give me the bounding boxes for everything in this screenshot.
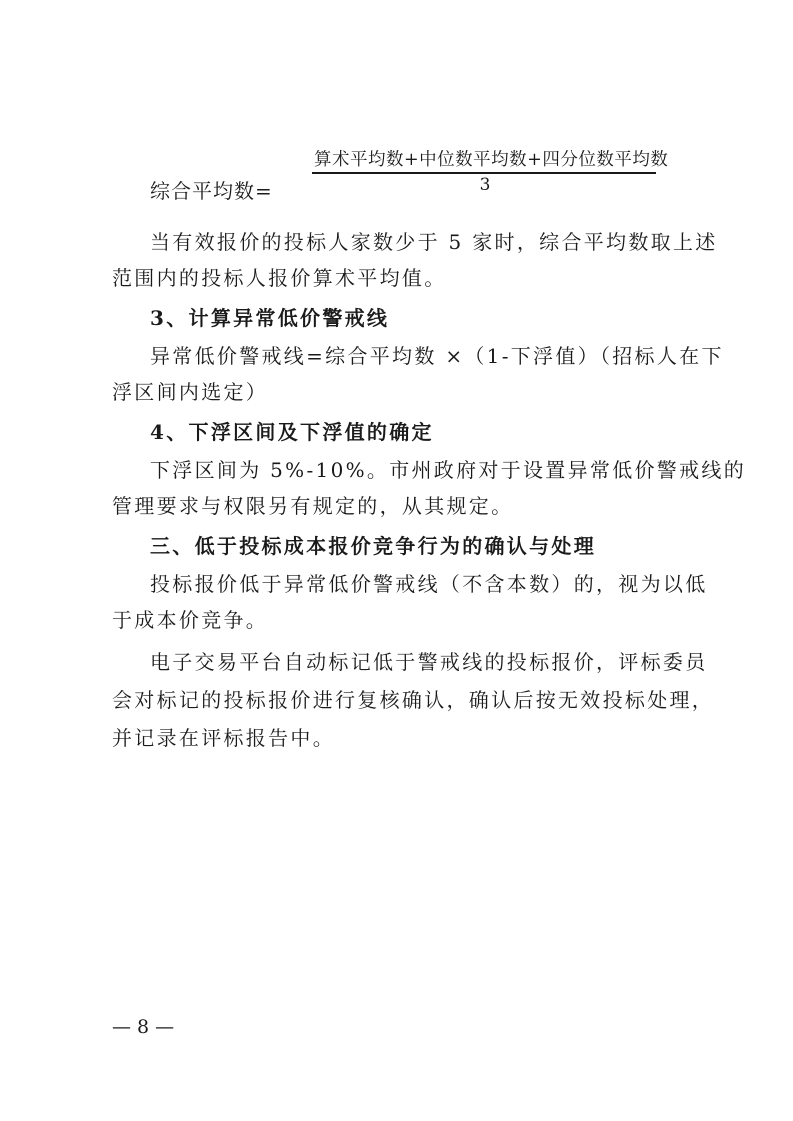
paragraph-line: 会对标记的投标报价进行复核确认，确认后按无效投标处理， xyxy=(112,688,715,712)
paragraph-line: 范围内的投标人报价算术平均值。 xyxy=(112,266,447,290)
page-number: — 8 — xyxy=(112,1016,175,1038)
formula-numerator: 算术平均数+中位数平均数+四分位数平均数 xyxy=(314,150,669,170)
formula-denominator: 3 xyxy=(479,175,491,195)
paragraph-line: 异常低价警戒线=综合平均数 ×（1-下浮值）（招标人在下 xyxy=(150,344,724,368)
paragraph-line: 于成本价竞争。 xyxy=(112,608,269,632)
formula-label: 综合平均数= xyxy=(150,179,273,203)
heading-4: 4、下浮区间及下浮值的确定 xyxy=(150,420,434,444)
heading-3: 3、计算异常低价警戒线 xyxy=(150,306,390,330)
paragraph-line: 投标报价低于异常低价警戒线（不含本数）的，视为以低 xyxy=(150,572,708,596)
paragraph-line: 下浮区间为 5%-10%。市州政府对于设置异常低价警戒线的 xyxy=(150,458,746,482)
paragraph-line: 当有效报价的投标人家数少于 5 家时，综合平均数取上述 xyxy=(150,230,718,254)
section-heading: 三、低于投标成本报价竞争行为的确认与处理 xyxy=(150,534,596,558)
paragraph-line: 电子交易平台自动标记低于警戒线的投标报价，评标委员 xyxy=(150,650,708,674)
paragraph-line: 浮区间内选定） xyxy=(112,380,269,404)
paragraph-line: 管理要求与权限另有规定的，从其规定。 xyxy=(112,494,514,518)
paragraph-line: 并记录在评标报告中。 xyxy=(112,726,335,750)
fraction-bar xyxy=(312,172,656,174)
